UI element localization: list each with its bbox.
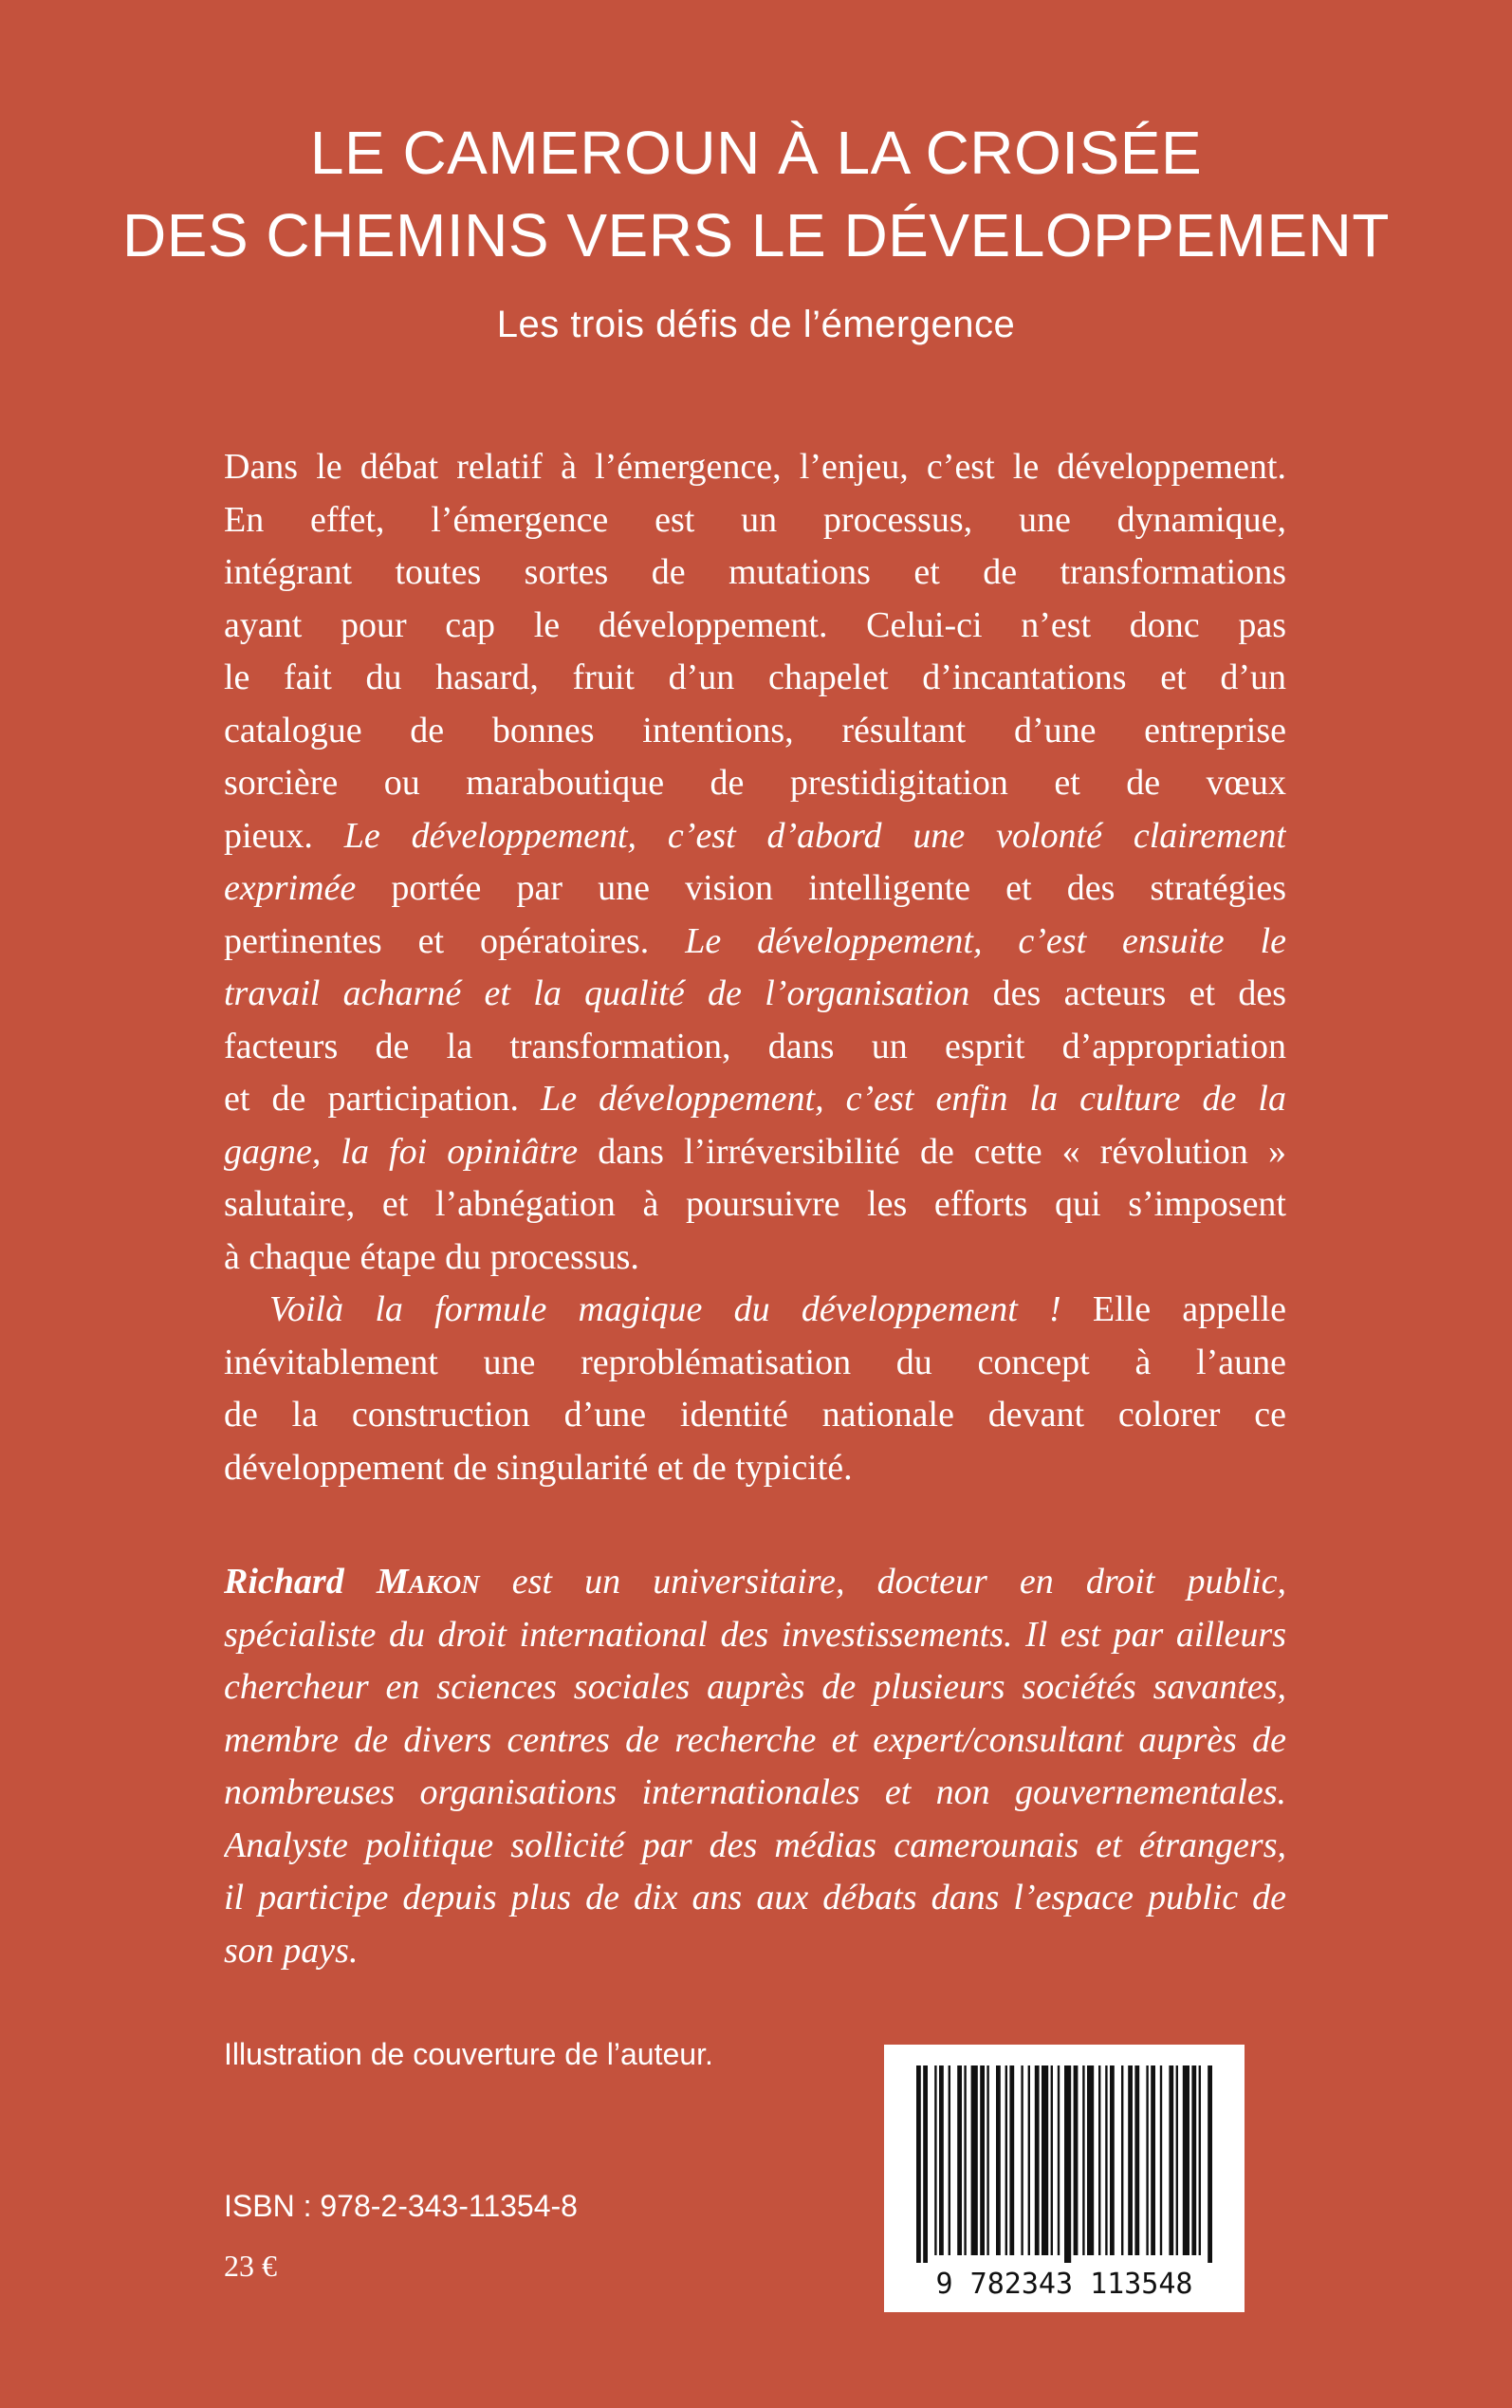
barcode-bar — [1160, 2065, 1162, 2255]
summary-line: En effet, l’émergence est un processus, une dynamique, — [224, 499, 1286, 540]
barcode-bar — [980, 2065, 985, 2255]
barcode-bars — [916, 2065, 1212, 2263]
barcode-bar — [1021, 2065, 1023, 2255]
cover-illustration-credit: Illustration de couverture de l’auteur. — [224, 2037, 713, 2071]
barcode-bar — [1087, 2065, 1094, 2255]
summary-emphasis: Le développement, c’est enfin la culture de la — [541, 1079, 1286, 1119]
barcode-bar — [923, 2065, 928, 2263]
bio-line: membre de divers centres de recherche et expert/consultant auprès de — [224, 1719, 1286, 1760]
summary-line: Dans le débat relatif à l’émergence, l’enjeu, c’est le développement. — [224, 447, 1286, 487]
title-line-2: DES CHEMINS VERS LE DÉVELOPPEMENT — [122, 201, 1390, 269]
barcode-bar — [1110, 2065, 1115, 2255]
barcode-bar — [964, 2065, 966, 2255]
summary-segment: pertinentes et opératoires. — [224, 920, 686, 961]
summary-emphasis: exprimée — [224, 868, 357, 908]
summary-emphasis: travail acharné et la qualité de l’organisation — [224, 973, 970, 1013]
summary-segment: et de participation. — [224, 1079, 542, 1119]
bio-line: son pays. — [224, 1930, 359, 1971]
summary-line — [224, 862, 1286, 916]
author-bio — [224, 1556, 1286, 1977]
summary-segment: Elle appelle — [1060, 1289, 1286, 1329]
bio-line: Analyste politique sollicité par des médias camerounais et étrangers, — [224, 1825, 1286, 1865]
barcode-bar — [1121, 2065, 1123, 2255]
barcode-bar — [1009, 2065, 1014, 2255]
book-title — [38, 112, 1474, 277]
barcode-bar — [1191, 2065, 1196, 2255]
barcode-bar — [1146, 2065, 1148, 2255]
barcode-bar — [1005, 2065, 1007, 2255]
barcode-bar — [1074, 2065, 1079, 2255]
summary-line: catalogue de bonnes intentions, résultant d’une entreprise — [224, 710, 1286, 750]
barcode-bar — [1082, 2065, 1084, 2255]
bio-line — [224, 1556, 1286, 1609]
barcode-bar — [1134, 2065, 1139, 2255]
summary-line — [224, 1284, 1286, 1337]
price: 23 € — [224, 2249, 277, 2283]
author-name — [224, 1562, 480, 1602]
bio-line: chercheur en sciences sociales auprès de plusieurs sociétés savantes, — [224, 1667, 1286, 1707]
bio-line: il participe depuis plus de dix ans aux débats dans l’espace public de — [224, 1878, 1286, 1917]
barcode-bar — [1042, 2065, 1048, 2255]
barcode-bar — [986, 2065, 988, 2255]
summary-line — [224, 810, 1286, 863]
barcode-bar — [934, 2065, 936, 2255]
summary-emphasis: gagne, la foi opiniâtre — [224, 1131, 579, 1172]
barcode-bar — [1128, 2065, 1133, 2255]
summary-emphasis: Le développement, c’est ensuite le — [685, 920, 1286, 961]
barcode-bar — [1176, 2065, 1178, 2255]
author-first-name: Richard — [224, 1562, 377, 1602]
summary-line — [224, 1073, 1286, 1126]
barcode-bar — [1183, 2065, 1189, 2255]
barcode-bar — [1105, 2065, 1107, 2255]
summary-segment: des acteurs et des — [969, 973, 1286, 1013]
summary-segment: dans l’irréversibilité de cette « révolution » — [578, 1131, 1286, 1172]
book-subtitle: Les trois défis de l’émergence — [496, 304, 1016, 345]
bio-segment: est un universitaire, docteur en droit public, — [479, 1562, 1286, 1602]
summary-line: intégrant toutes sortes de mutations et de transformations — [224, 552, 1286, 592]
barcode-bar — [1151, 2065, 1155, 2255]
summary-line: le fait du hasard, fruit d’un chapelet d’incantations et d’un — [224, 658, 1286, 697]
summary-line — [224, 1126, 1286, 1179]
bio-line: nombreuses organisations internationales et non gouvernementales. — [224, 1772, 1286, 1812]
summary-line: de la construction d’une identité nationale devant colorer ce — [224, 1395, 1286, 1435]
barcode — [884, 2045, 1245, 2312]
summary-line: ayant pour cap le développement. Celui-ci n’est donc pas — [224, 604, 1286, 645]
summary-line: développement de singularité et de typicité. — [224, 1447, 853, 1488]
summary-emphasis: Le développement, c’est d’abord une volonté clairement — [343, 815, 1286, 856]
summary-line: sorcière ou maraboutique de prestidigitation et de vœux — [224, 763, 1286, 803]
summary-line: à chaque étape du processus. — [224, 1236, 639, 1277]
barcode-bar — [1098, 2065, 1100, 2255]
summary-line — [224, 916, 1286, 969]
isbn: ISBN : 978-2-343-11354-8 — [224, 2189, 578, 2223]
barcode-bar — [1051, 2065, 1053, 2255]
barcode-bar — [1199, 2065, 1201, 2255]
barcode-graphic — [884, 2045, 1245, 2312]
summary-segment: portée par une vision intelligente et des stratégies — [356, 868, 1286, 908]
summary-line: facteurs de la transformation, dans un esprit d’appropriation — [224, 1026, 1286, 1066]
title-line-1: LE CAMEROUN À LA CROISÉE — [309, 119, 1203, 187]
summary-line: inévitablement une reproblématisation du concept à l’aune — [224, 1342, 1286, 1382]
barcode-digits: 9 782343 113548 — [935, 2268, 1193, 2301]
barcode-bar — [1169, 2065, 1173, 2255]
barcode-bar — [1064, 2065, 1071, 2263]
barcode-bar — [1028, 2065, 1030, 2255]
summary-text — [224, 441, 1286, 1494]
barcode-bar — [949, 2065, 950, 2255]
barcode-bar — [1058, 2065, 1060, 2255]
bio-line: spécialiste du droit international des investissements. Il est par ailleurs — [224, 1614, 1286, 1655]
summary-emphasis: Voilà la formule magique du développement ! — [269, 1289, 1061, 1329]
barcode-bar — [939, 2065, 944, 2255]
barcode-bar — [996, 2065, 1001, 2255]
barcode-bar — [957, 2065, 962, 2255]
summary-line — [224, 968, 1286, 1021]
barcode-bar — [971, 2065, 978, 2255]
barcode-bar — [1208, 2065, 1212, 2263]
barcode-bar — [916, 2065, 921, 2263]
author-last-name: Makon — [376, 1562, 480, 1602]
summary-line: salutaire, et l’abnégation à poursuivre les efforts qui s’imposent — [224, 1184, 1286, 1224]
summary-segment: pieux. — [224, 815, 344, 856]
barcode-bar — [1035, 2065, 1040, 2255]
